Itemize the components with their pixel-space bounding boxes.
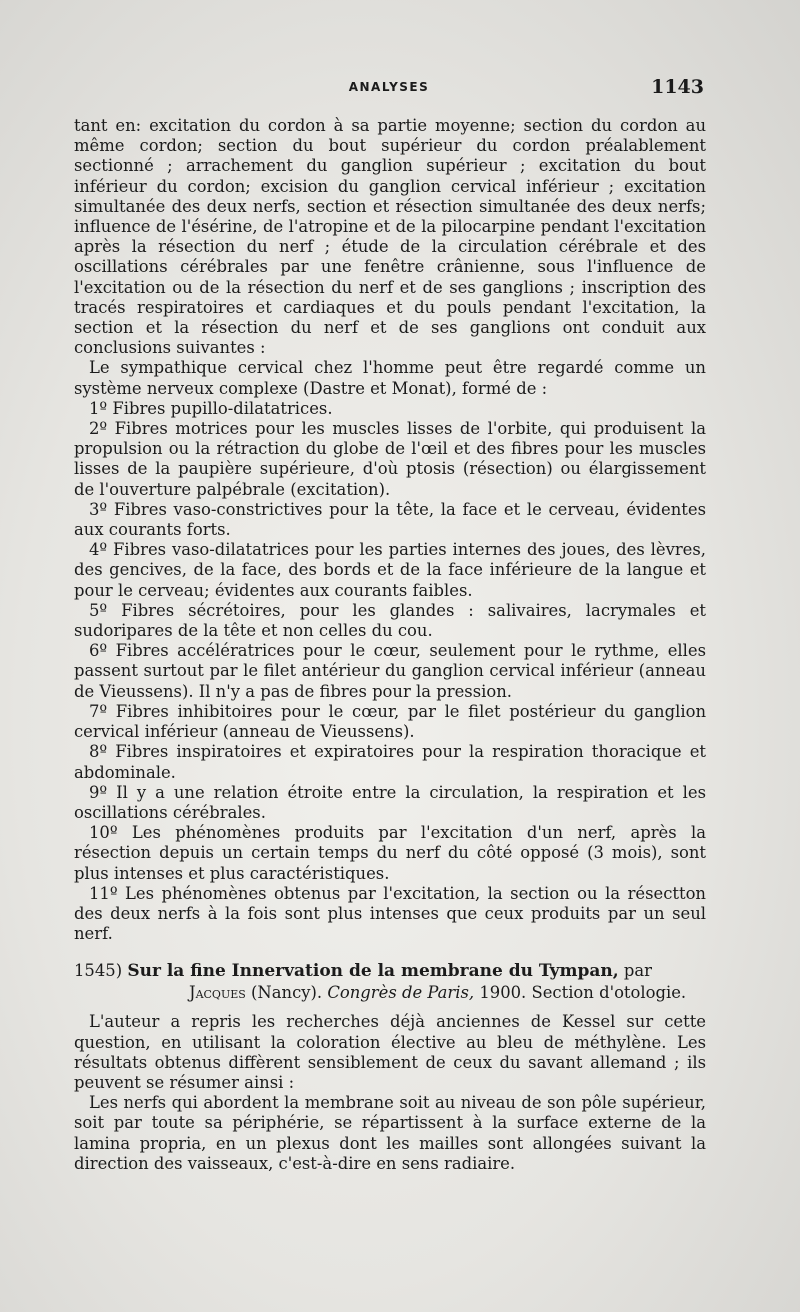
list-item-11: 11º Les phénomènes obtenus par l'excitation, la section ou la résectton des deux nerfs à la fois sont plus intenses que ceux produits par un seul nerf. [74,883,706,944]
article-body [74,116,706,1174]
entry-paragraph-2: Les nerfs qui abordent la membrane soit au niveau de son pôle supérieur, soit par toute sa périphérie, se répartissent à la surface externe de la lamina propria, en un plexus dont les mailles sont allongées suivant la direction des vaisseaux, c'est-à-dire en sens radiaire. [74,1093,706,1173]
list-item-3: 3º Fibres vaso-constrictives pour la tête, la face et le cerveau, évidentes aux courants forts. [74,499,706,540]
running-head: ANALYSES [348,80,430,94]
list-item-5: 5º Fibres sécrétoires, pour les glandes : salivaires, lacrymales et sudoripares de la tête et non celles du cou. [74,600,706,641]
page-header [74,78,704,102]
paragraph-conclusion-intro: Le sympathique cervical chez l'homme peut être regardé comme un système nerveux complexe (Dastre et Monat), formé de : [74,358,706,398]
list-item-6: 6º Fibres accélératrices pour le cœur, seulement pour le rythme, elles passent surtout par le filet antérieur du ganglion cervical inférieur (anneau de Vieussens). Il n'y a pas de fibres pour la pression. [74,641,706,701]
list-item-9: 9º Il y a une relation étroite entre la circulation, la respiration et les oscillations cérébrales. [74,782,706,822]
entry-venue: Congrès de Paris, [327,983,475,1003]
entry-paragraph-1: L'auteur a repris les recherches déjà anciennes de Kessel sur cette question, en utilisant la coloration élective au bleu de méthylène. Les résultats obtenus diffèrent sensiblement de ceux du savant allemand ; ils peuvent se résumer ainsi : [74,1012,706,1092]
abstract-entry [74,960,706,1174]
entry-number: 1545) [74,961,123,981]
paragraph-continuation: tant en: excitation du cordon à sa partie moyenne; section du cordon au même cordon; section du bout supérieur du cordon préalablement sectionné ; arrachement du ganglion supérieur ; excitation du bout inférieur du cordon; excision du ganglion cervical inférieur ; excitation simultanée des deux nerfs, section et résection simultanée des deux nerfs; influence de l'ésérine, de l'atropine et de la pilocarpine pendant l'excitation après la résection du nerf ; étude de la circulation cérébrale et des oscillations cérébrales par une fenêtre crânienne, sous l'influence de l'excitation ou de la résection du nerf et de ses ganglions ; inscription des tracés respiratoires et cardiaques et du pouls pendant l'excitation, la section et la résection du nerf et de ses ganglions ont conduit aux conclusions suivantes : [74,116,706,358]
entry-title: Sur la fine Innervation de la membrane du Tympan, [127,961,619,982]
entry-by: par [623,961,653,981]
list-item-7: 7º Fibres inhibitoires pour le cœur, par le filet postérieur du ganglion cervical inférieur (anneau de Vieussens). [74,701,706,742]
list-item-1: 1º Fibres pupillo-dilatatrices. [89,398,333,418]
entry-year: 1900. [479,983,527,1003]
page-number: 1143 [651,76,704,98]
entry-city: (Nancy). [251,983,323,1003]
list-item-8: 8º Fibres inspiratoires et expiratoires pour la respiration thoracique et abdominale. [74,742,706,782]
entry-author: Jacques [189,983,246,1003]
list-item-2: 2º Fibres motrices pour les muscles lisses de l'orbite, qui produisent la propulsion ou la rétraction du globe de l'œil et des fibres pour les muscles lisses de la paupière supérieure, d'où ptosis (résection) ou élargissement de l'ouverture palpébrale (excitation). [74,419,706,499]
list-item-4: 4º Fibres vaso-dilatatrices pour les parties internes des joues, des lèvres, des gencives, de la face, des bords et de la face inférieure de la langue et pour le cerveau; évidentes aux courants faibles. [74,540,706,600]
entry-heading [74,960,706,1003]
list-item-10: 10º Les phénomènes produits par l'excitation d'un nerf, après la résection depuis un certain temps du nerf du côté opposé (3 mois), sont plus intenses et plus caractéristiques. [74,823,706,883]
entry-section: Section d'otologie. [531,983,687,1003]
